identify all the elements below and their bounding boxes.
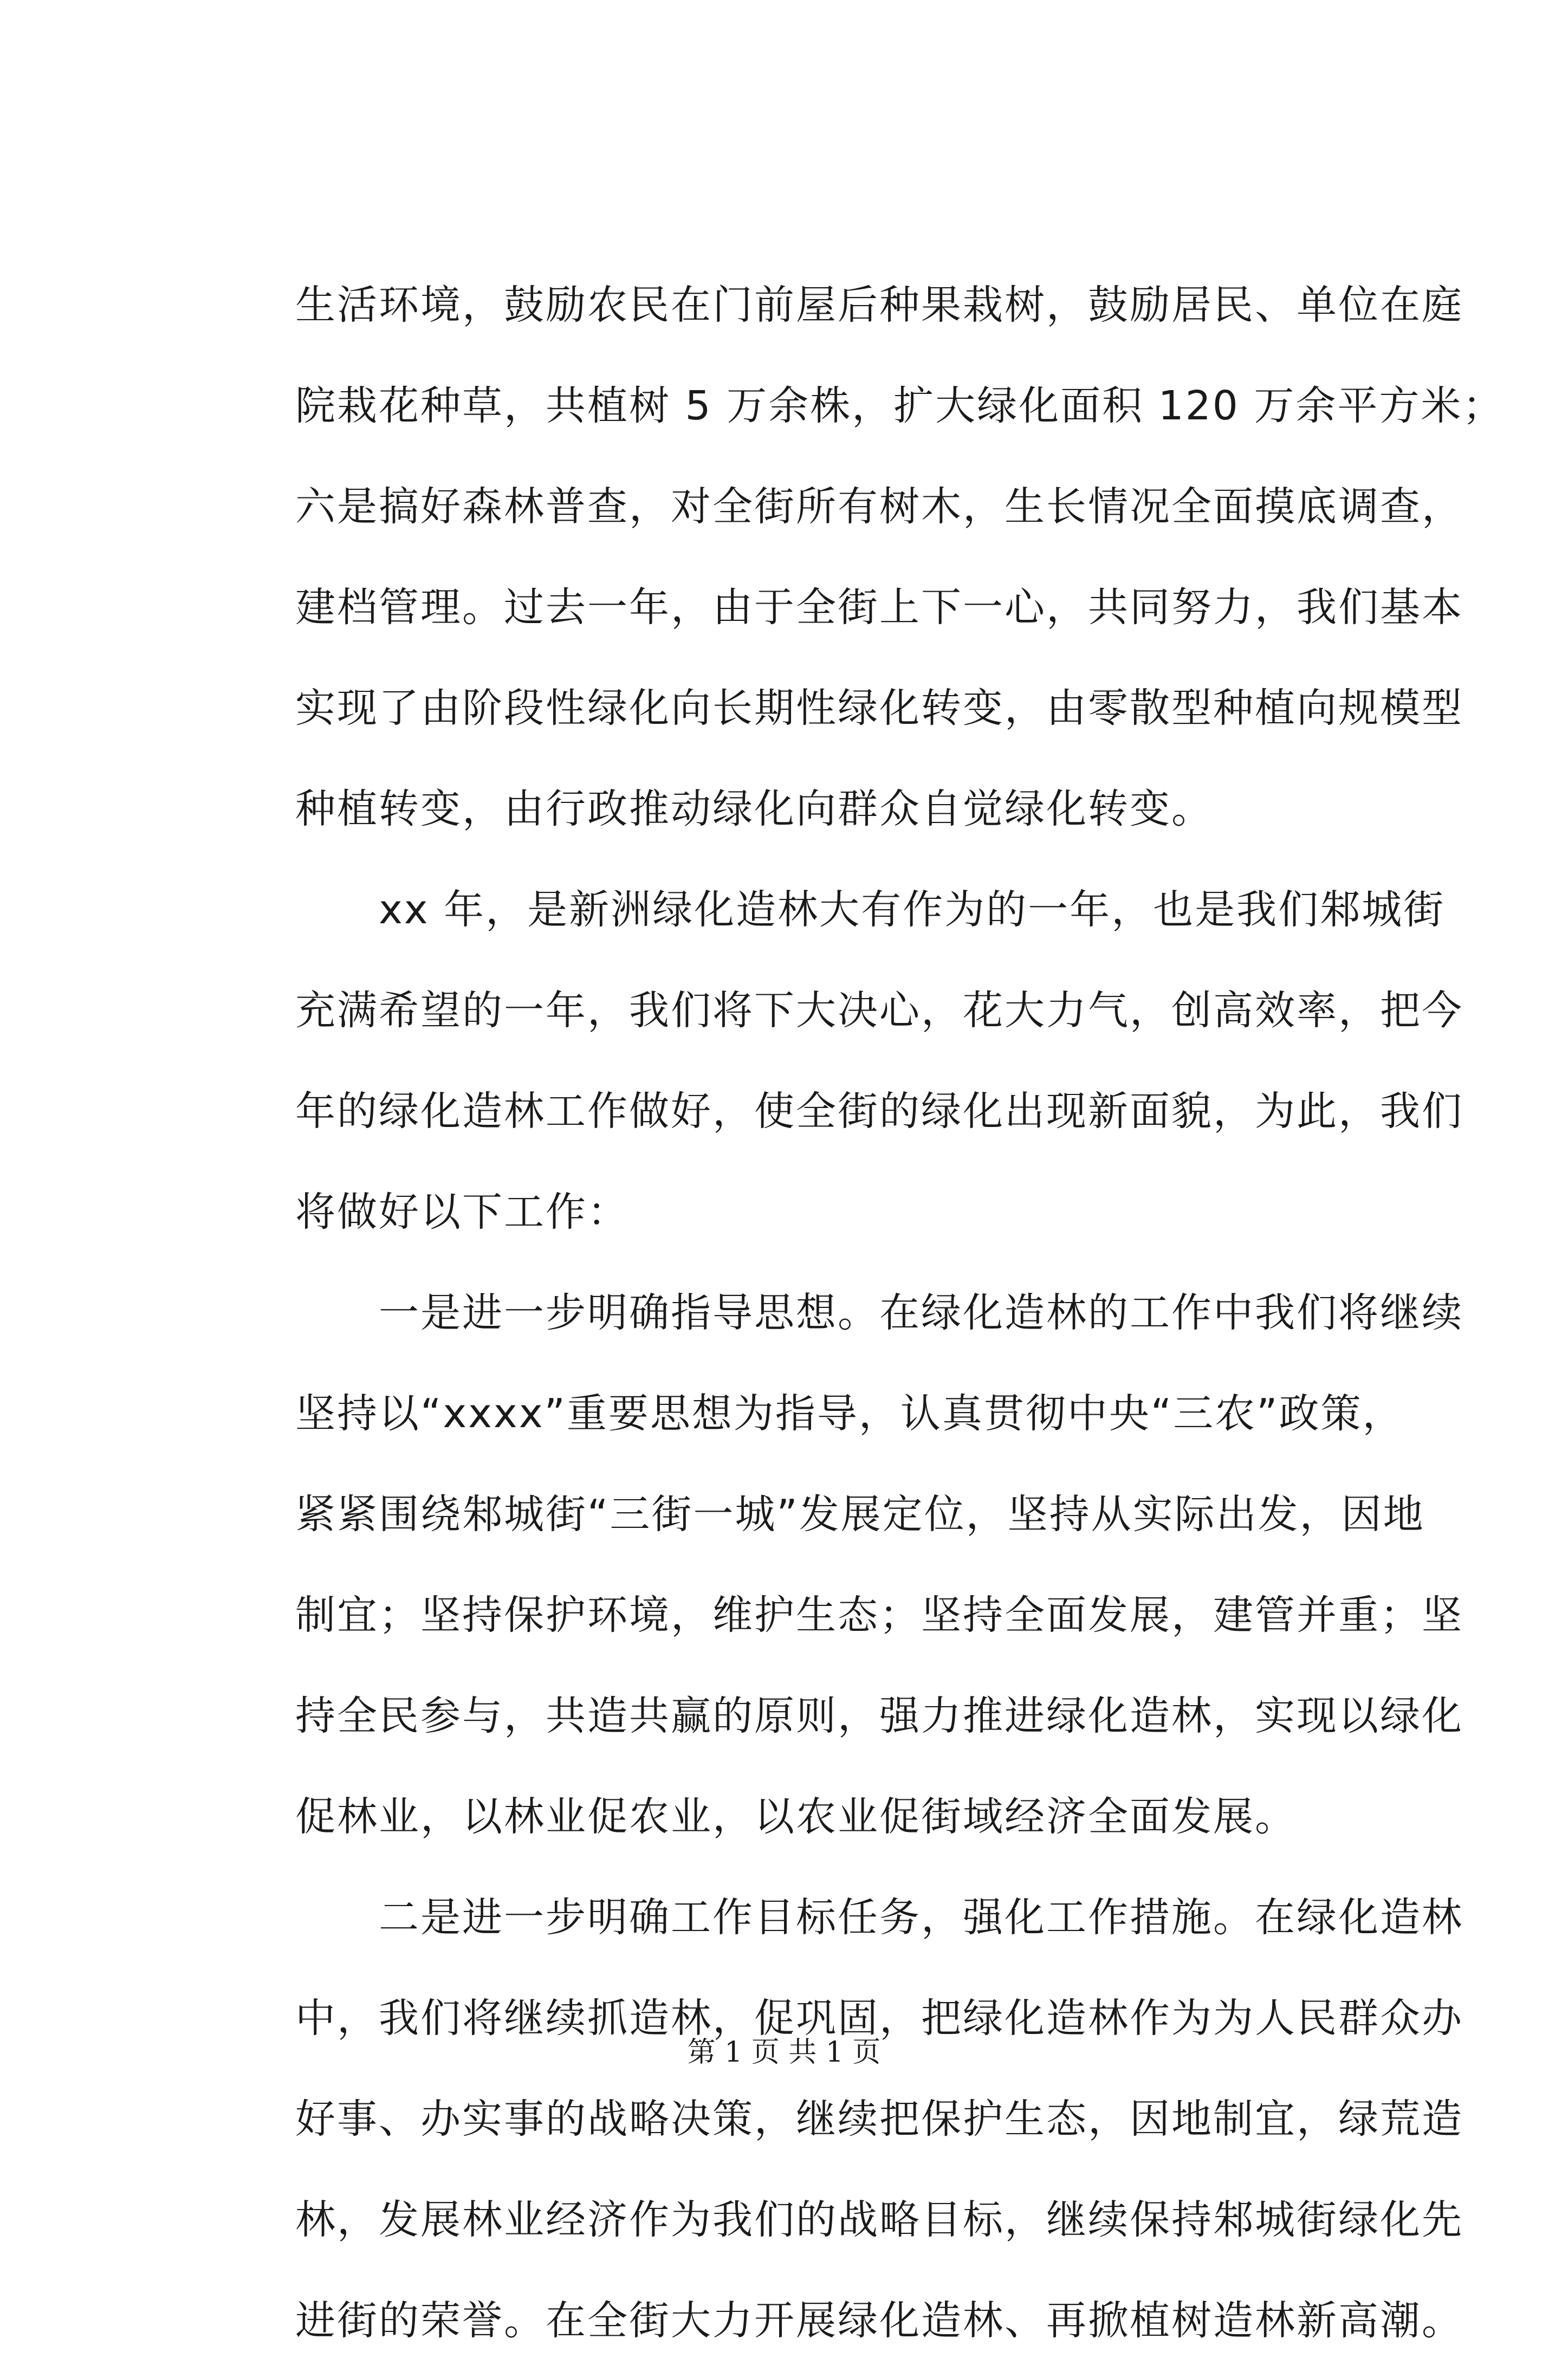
text-line: 二是进一步明确工作目标任务，强化工作措施。在绿化造林 [295,1894,1463,1941]
text-line: 生活环境，鼓励农民在门前屋后种果栽树，鼓励居民、单位在庭 [295,282,1463,328]
text-line: 年的绿化造林工作做好，使全街的绿化出现新面貌，为此，我们 [295,1088,1463,1135]
text-line: xx 年，是新洲绿化造林大有作为的一年，也是我们邾城街 [295,886,1446,933]
text-line: 实现了由阶段性绿化向长期性绿化转变，由零散型种植向规模型 [295,685,1463,731]
text-line: 制宜；坚持保护环境，维护生态；坚持全面发展，建管并重；坚 [295,1592,1463,1638]
text-line: 林，发展林业经济作为我们的战略目标，继续保持邾城街绿化先 [295,2197,1463,2243]
text-line: 种植转变，由行政推动绿化向群众自觉绿化转变。 [295,786,1213,832]
text-line: 建档管理。过去一年，由于全街上下一心，共同努力，我们基本 [295,584,1463,631]
text-line: 六是搞好森林普查，对全街所有树木，生长情况全面摸底调查， [295,483,1463,530]
text-line: 将做好以下工作： [295,1189,629,1235]
text-line: 一是进一步明确指导思想。在绿化造林的工作中我们将继续 [295,1290,1463,1336]
text-line: 坚持以“xxxx”重要思想为指导，认真贯彻中央“三农”政策， [295,1390,1404,1437]
text-line: 好事、办实事的战略决策，继续把保护生态，因地制宜，绿荒造 [295,2096,1463,2142]
paragraph-3 [295,1262,1463,1867]
text-line: 院栽花种草，共植树 5 万余株，扩大绿化面积 120 万余平方米； [295,383,1505,429]
text-line: 持全民参与，共造共赢的原则，强力推进绿化造林，实现以绿化 [295,1693,1463,1739]
paragraph-4 [295,1867,1463,2371]
text-line: 促林业，以林业促农业，以农业促街域经济全面发展。 [295,1793,1297,1840]
page-number-footer: 第 1 页 共 1 页 [687,2036,881,2069]
text-line: 充满希望的一年，我们将下大决心，花大力气，创高效率，把今 [295,987,1463,1034]
paragraph-1 [295,255,1505,859]
paragraph-2 [295,859,1463,1262]
text-line: 进街的荣誉。在全街大力开展绿化造林、再掀植树造林新高潮。 [295,2297,1463,2344]
text-line: 紧紧围绕邾城街“三街一城”发展定位，坚持从实际出发，因地 [295,1491,1425,1538]
text-line: 中，我们将继续抓造林，促巩固，把绿化造林作为为人民群众办 [295,1995,1463,2042]
